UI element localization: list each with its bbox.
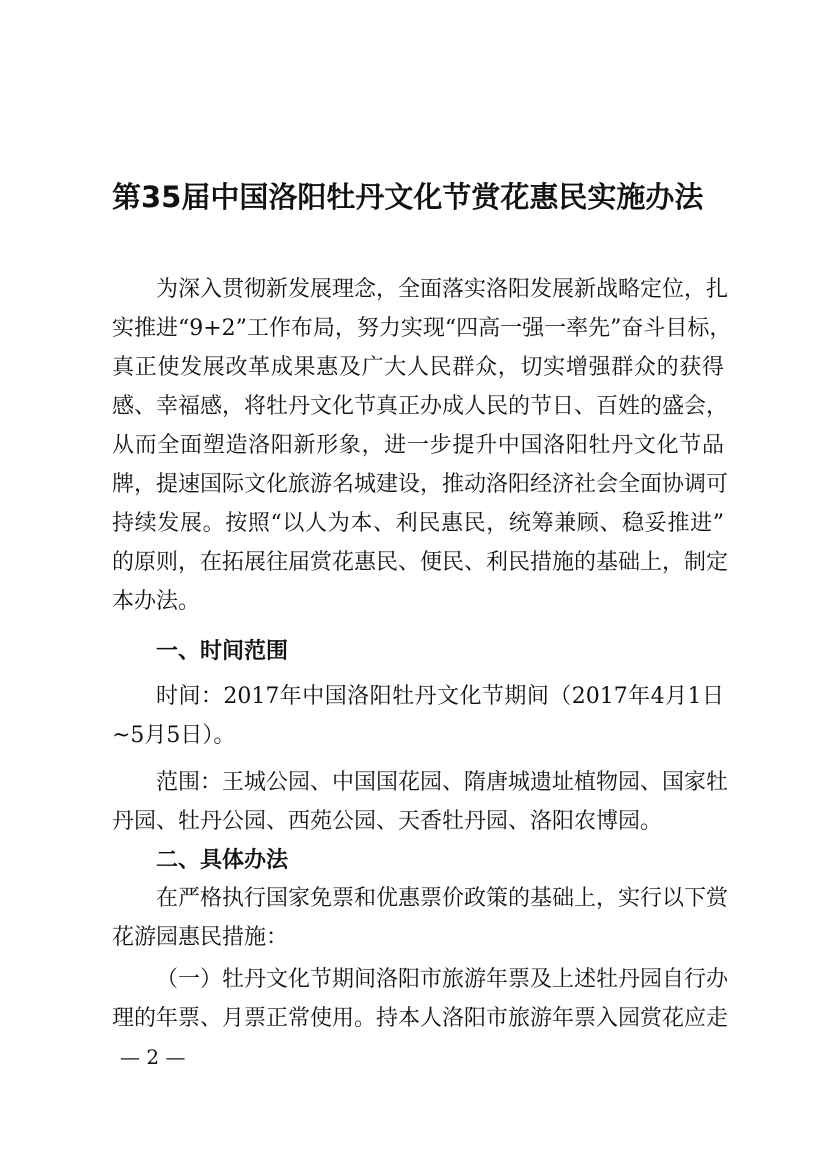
measures-line: 在严格执行国家免票和优惠票价政策的基础上，实行以下赏: [156, 886, 729, 911]
intro-line: 的原则，在拓展往届赏花惠民、便民、利民措施的基础上，制定: [112, 550, 729, 575]
intro-line: 牌，提速国际文化旅游名城建设，推动洛阳经济社会全面协调可: [112, 472, 729, 497]
intro-line: 感、幸福感，将牡丹文化节真正办成人民的节日、百姓的盛会，: [112, 394, 729, 419]
intro-line: 持续发展。按照“以人为本、利民惠民，统筹兼顾、稳妥推进”: [112, 511, 724, 536]
section-heading: 二、具体办法: [156, 848, 289, 873]
section-heading: 一、时间范围: [156, 639, 289, 664]
scope-line: 范围：王城公园、中国国花园、隋唐城遗址植物园、国家牡: [156, 770, 729, 795]
intro-line: 真正使发展改革成果惠及广大人民群众，切实增强群众的获得: [112, 355, 724, 380]
time-line: ~5月5日）。: [112, 723, 236, 748]
intro-line: 从而全面塑造洛阳新形象，进一步提升中国洛阳牡丹文化节品: [112, 433, 724, 458]
document-title: 第35届中国洛阳牡丹文化节赏花惠民实施办法: [112, 180, 704, 214]
intro-line: 实推进“9+2”工作布局，努力实现“四高一强一率先”奋斗目标，: [112, 316, 732, 341]
page-number: — 2 —: [120, 1045, 186, 1069]
intro-line: 本办法。: [112, 589, 201, 614]
scope-line: 丹园、牡丹公园、西苑公园、天香牡丹园、洛阳农博园。: [112, 809, 663, 834]
time-line: 时间：2017年中国洛阳牡丹文化节期间（2017年4月1日: [156, 684, 724, 709]
item-line: 理的年票、月票正常使用。持本人洛阳市旅游年票入园赏花应走: [112, 1006, 729, 1031]
intro-line: 为深入贯彻新发展理念，全面落实洛阳发展新战略定位，扎: [156, 277, 729, 302]
measures-line: 花游园惠民措施：: [112, 925, 289, 950]
item-line: （一）牡丹文化节期间洛阳市旅游年票及上述牡丹园自行办: [156, 967, 729, 992]
